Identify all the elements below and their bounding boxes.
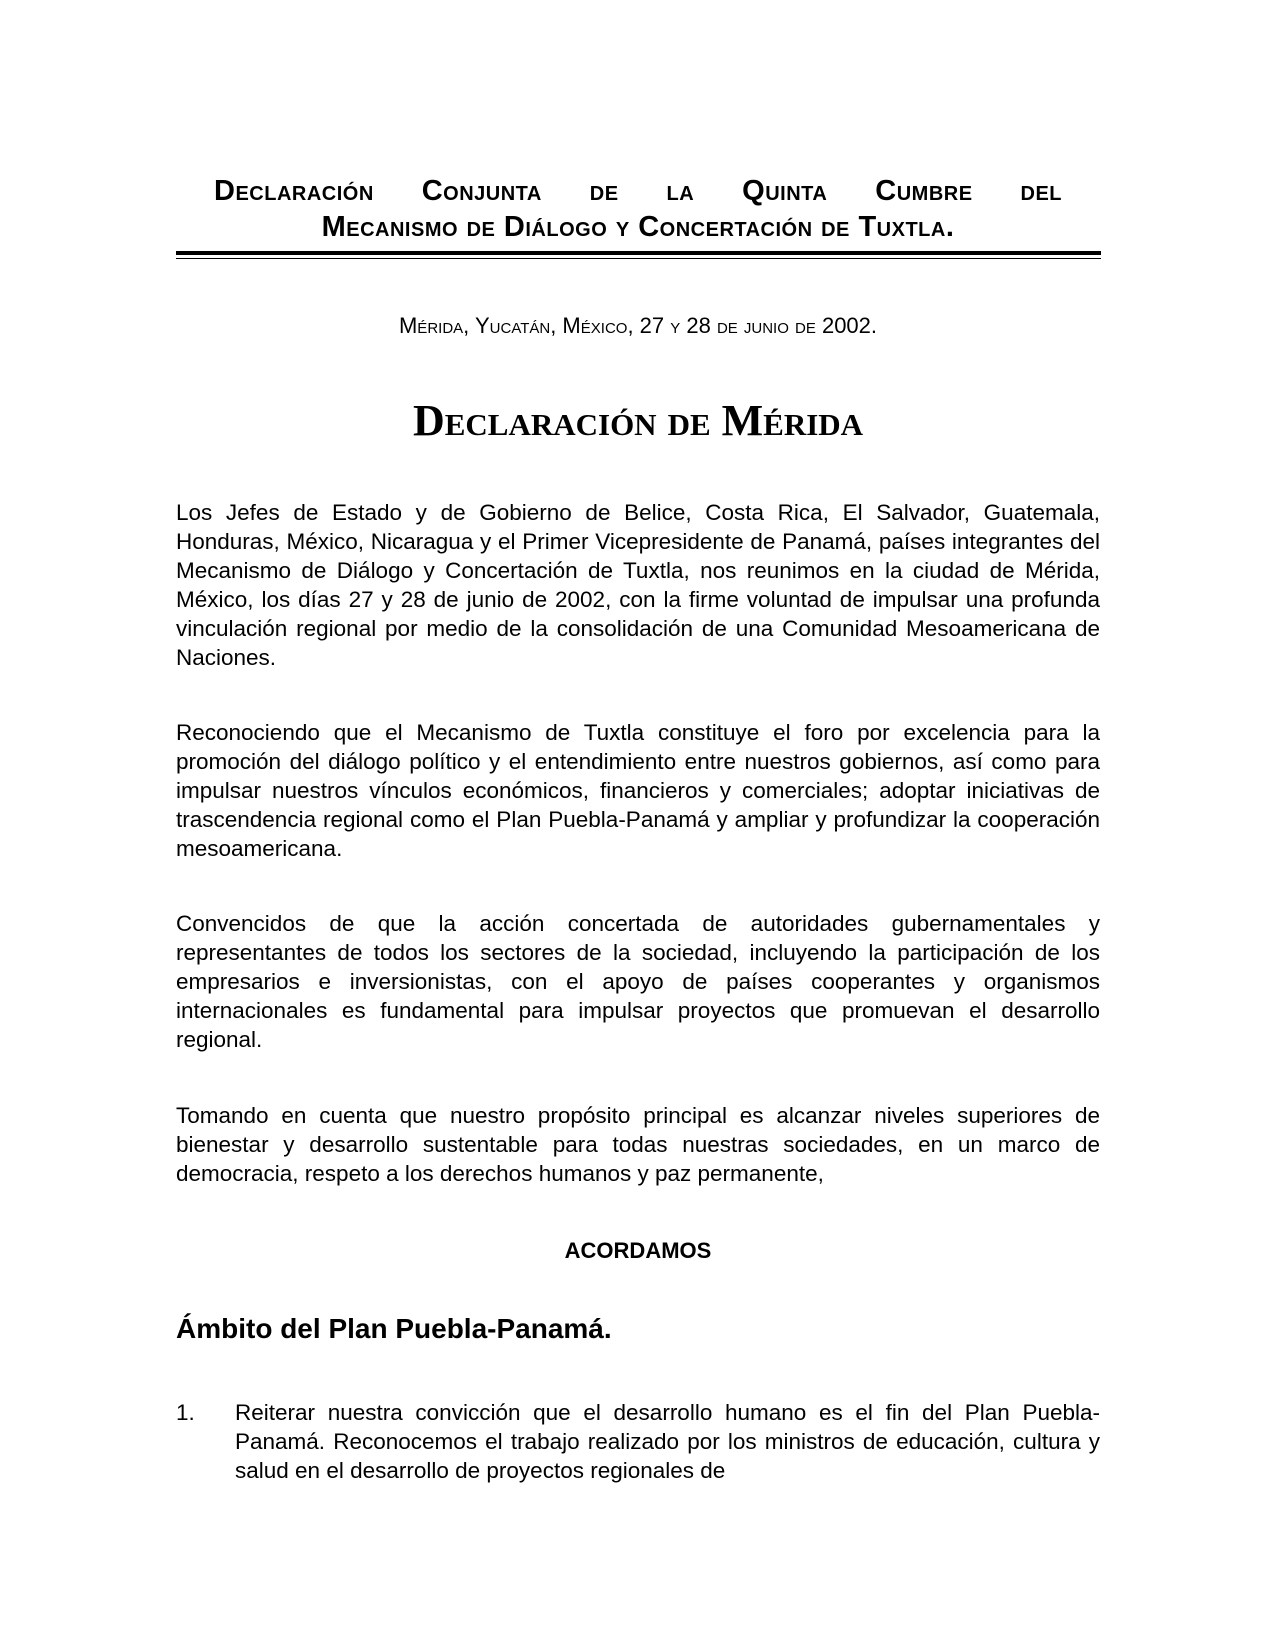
acordamos-heading: ACORDAMOS — [564, 1238, 712, 1263]
section-heading: Ámbito del Plan Puebla-Panamá. — [176, 1313, 612, 1344]
header-rule-thin — [176, 258, 1101, 259]
paragraph-convencidos: Convencidos de que la acción concertada de autoridades gubernamentales y representantes de todos los sectores de la sociedad, incluyendo la participación de los empresarios e inversionistas, con el apoyo de países cooperantes y organismos internacionales es fundamental para impulsar proyectos que promuevan el desarrollo regional. — [176, 911, 1100, 1052]
list-item-number: 1. — [176, 1400, 195, 1425]
list-item-text: Reiterar nuestra convicción que el desarrollo humano es el fin del Plan Puebla-Panamá. Reconocemos el trabajo realizado por los ministros de educación, cultura y salud en el desarrollo de proyectos regionales de — [235, 1400, 1100, 1483]
paragraph-tomando: Tomando en cuenta que nuestro propósito principal es alcanzar niveles superiores de bienestar y desarrollo sustentable para todas nuestras sociedades, en un marco de democracia, respeto a los derechos humanos y paz permanente, — [176, 1103, 1100, 1186]
document-header-title — [176, 173, 1100, 245]
paragraph-reconociendo: Reconociendo que el Mecanismo de Tuxtla constituye el foro por excelencia para la promoción del diálogo político y el entendimiento entre nuestros gobiernos, así como para impulsar nuestros vínculos económicos, financieros y comerciales; adoptar iniciativas de trascendencia regional como el Plan Puebla-Panamá y ampliar y profundizar la cooperación mesoamericana. — [176, 720, 1100, 861]
header-rule-thick — [176, 251, 1101, 255]
place-date-line: Mérida, Yucatán, México, 27 y 28 de junio de 2002. — [398, 313, 878, 338]
header-title-line-2: Mecanismo de Diálogo y Concertación de Tuxtla. — [321, 211, 955, 243]
main-title: Declaración de Mérida — [412, 396, 864, 445]
header-title-line-1: Declaración Conjunta de la Quinta Cumbre del — [214, 175, 1062, 207]
paragraph-intro: Los Jefes de Estado y de Gobierno de Belice, Costa Rica, El Salvador, Guatemala, Honduras, México, Nicaragua y el Primer Vicepresidente de Panamá, países integrantes del Mecanismo de Diálogo y Concertación de Tuxtla, nos reunimos en la ciudad de Mérida, México, los días 27 y 28 de junio de 2002, con la firme voluntad de impulsar una profunda vinculación regional por medio de la consolidación de una Comunidad Mesoamericana de Naciones. — [176, 500, 1100, 670]
